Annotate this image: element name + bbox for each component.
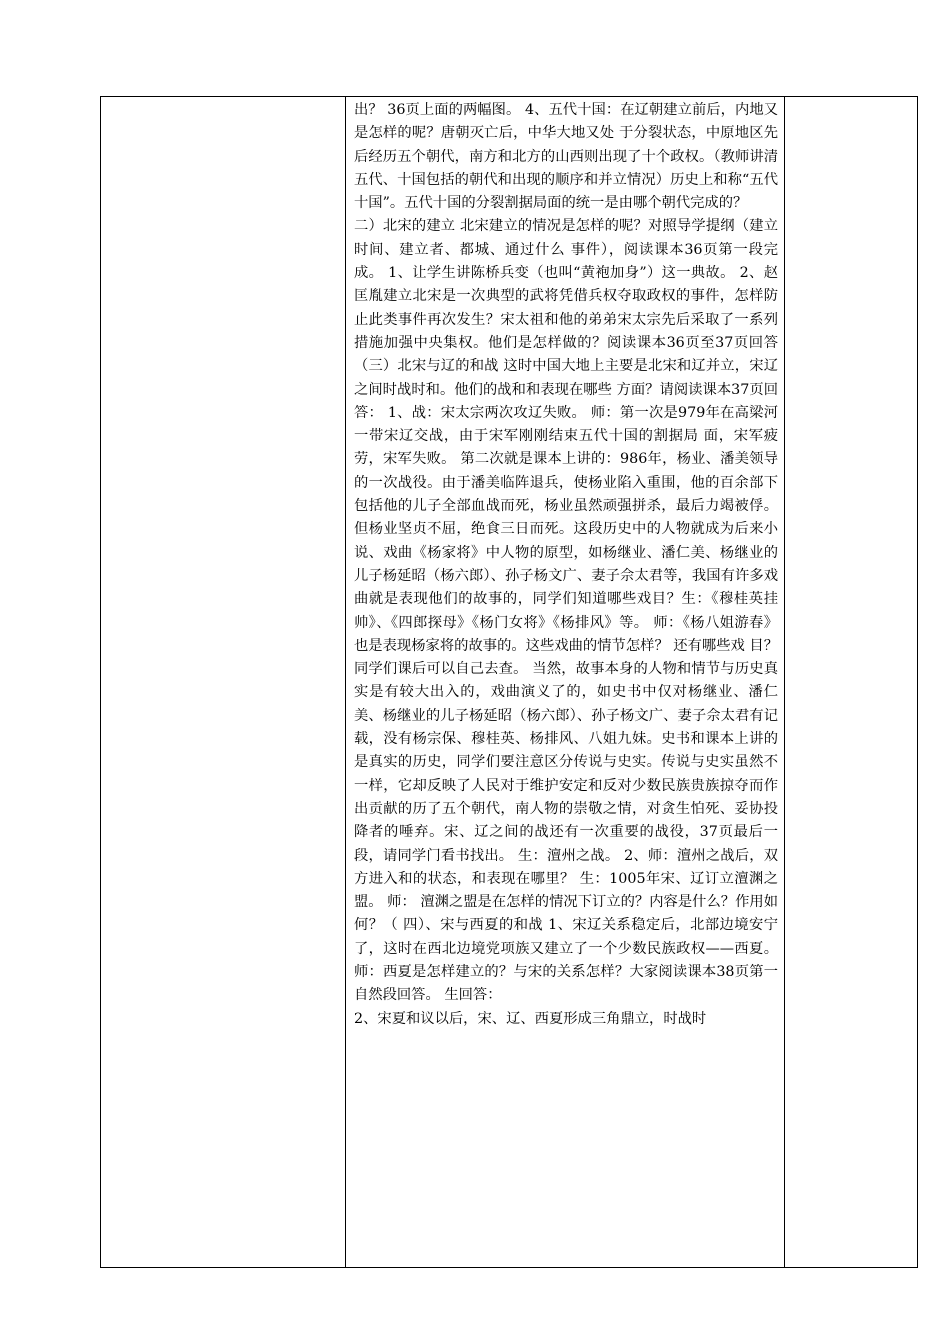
content-paragraph: 出？ 36页上面的两幅图。 4、五代十国：在辽朝建立前后，内地又是怎样的呢？唐朝灭亡后，中华大地又处 于分裂状态，中原地区先后经历五个朝代，南方和北方的山西则出现了十个政权。（教师讲清五代、十国包括的朝代和出现的顺序和并立情况）历史上和称“五代十国”。五代十国的分裂割据局面的统一是由哪个朝代完成的？ [354,102,778,212]
column-divider-left [345,97,346,1267]
teaching-process-cell [354,99,778,1031]
content-paragraph: 二）北宋的建立 北宋建立的情况是怎样的呢？对照导学提纲（建立时间、建立者、都城、通过什么 事件），阅读课本36页第一段完成。 1、让学生讲陈桥兵变（也叫“黄袍加身”）这一典故。 2、赵匡胤建立北宋是一次典型的武将凭借兵权夺取政权的事件，怎样防止此类事件再次发生？宋太祖和他的弟弟宋太宗先后采取了一系列措施加强中央集权。他们是怎样做的？阅读课本36页至37页回答 （三）北宋与辽的和战 这时中国大地上主要是北宋和辽并立，宋辽之间时战时和。他们的战和和表现在哪些 方面？请阅读课本37页回答： 1、战：宋太宗两次攻辽失败。 师：第一次是979年在高梁河一带宋辽交战，由于宋军刚刚结束五代十国的割据局 面，宋军疲劳，宋军失败。 第二次就是课本上讲的：986年，杨业、潘美领导的一次战役。由于潘美临阵退兵，使杨业陷入重围，他的百余部下包括他的儿子全部血战而死，杨业虽然顽强拼杀，最后力竭被俘。但杨业坚贞不屈，绝食三日而死。这段历史中的人物就成为后来小说、戏曲《杨家将》中人物的原型，如杨继业、潘仁美、杨继业的儿子杨延昭（杨六郎）、孙子杨文广、妻子佘太君等，我国有许多戏曲就是表现他们的故事的，同学们知道哪些戏目？生：《穆桂英挂帅》、《四郎探母》《杨门女将》《杨排风》等。 师：《杨八姐游春》也是表现杨家将的故事的。这些戏曲的情节怎样？ 还有哪些戏 目？同学们课后可以自己去查。 当然，故事本身的人物和情节与历史真实是有较大出入的，戏曲演义了的，如史书中仅对杨继业、潘仁美、杨继业的儿子杨延昭（杨六郎）、孙子杨文广、妻子佘太君有记载，没有杨宗保、穆桂英、杨排风、八姐九妹。史书和课本上讲的是真实的历史，同学们要注意区分传说与史实。传说与史实虽然不一样，它却反映了人民对于维护安定和反对少数民族贵族掠夺而作出贡献的历了五个朝代，南人物的崇敬之情，对贪生怕死、妥协投降者的唾弃。宋、辽之间的战还有一次重要的战役，37页最后一段，请同学门看书找出。 生：澶州之战。 2、师：澶州之战后，双方进入和的状态，和表现在哪里？ 生：1005年宋、辽订立澶渊之盟。 师： 澶渊之盟是在怎样的情况下订立的？内容是什么？作用如何？（ 四）、宋与西夏的和战 1、宋辽关系稳定后，北部边境安宁了，这时在西北边境党项族又建立了一个少数民族政权——西夏。 师：西夏是怎样建立的？与宋的关系怎样？大家阅读课本38页第一自然段回答。 生回答： [354,218,778,1004]
lesson-table [100,96,918,1268]
column-divider-right [784,97,785,1267]
content-paragraph: 2、宋夏和议以后，宋、辽、西夏形成三角鼎立，时战时 [354,1010,707,1027]
